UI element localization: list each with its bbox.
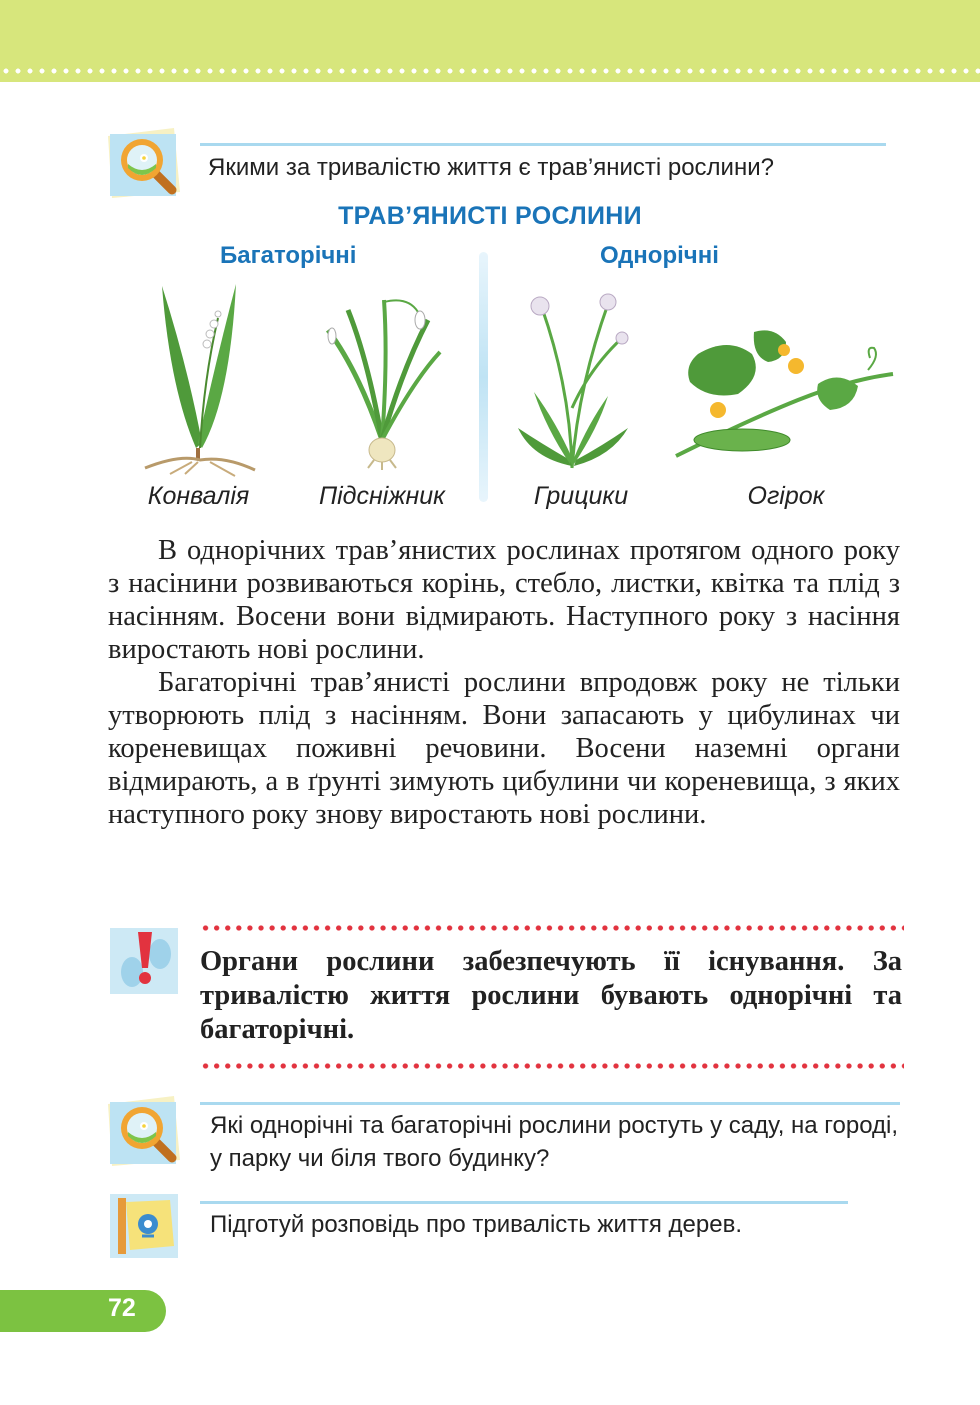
caption-snowdrop: Підсніжник: [319, 482, 445, 510]
paragraph-annual: В однорічних трав’янистих рослинах протягом одного року з насінини розвиваються корінь, стебло, листки, квітка та плід з насінням. Восени вони відмирають. Наступного року з насіння виростають нові рослини.: [108, 535, 900, 665]
question-rule: [200, 1102, 900, 1105]
note-bottom-dots: [200, 1062, 904, 1070]
caption-lily: Конвалія: [147, 482, 250, 510]
subheading-annual: Однорічні: [600, 242, 719, 269]
note-top-dots: [200, 924, 904, 932]
question-text: Якими за тривалістю життя є трав’янисті рослини?: [208, 154, 774, 181]
magnifier-icon: [108, 1096, 182, 1166]
column-divider: [479, 252, 488, 502]
caption-cucumber: Огірок: [747, 482, 825, 510]
question-text-2: Які однорічні та багаторічні рослини ростуть у саду, на городі, у парку чи біля твого будинку?: [210, 1112, 899, 1172]
paragraph-perennial: Багаторічні трав’янисті рослини впродовж року не тільки утворюють плід з насінням. Вони запасають у цибулинах чи кореневищах поживні речовини. Восени наземні органи відмирають, а в ґрунті зимують цибулини чи кореневища, з яких наступного року знову виростають нові рослини.: [108, 667, 900, 830]
key-note: Органи рослини забезпечують її існування. За тривалістю життя рослини бувають однорічні та багаторічні.: [200, 946, 902, 1045]
magnifier-icon: [108, 128, 182, 198]
diagram-title: ТРАВ’ЯНИСТІ РОСЛИНИ: [338, 202, 642, 230]
exclamation-icon: [108, 926, 182, 996]
page-number-tab: [0, 1290, 166, 1332]
body-text: [108, 534, 900, 831]
caption-shepherds-purse: Грицики: [533, 482, 629, 510]
notebook-icon: [108, 1190, 182, 1260]
lily-of-the-valley-illustration: [140, 278, 260, 483]
subheading-perennial: Багаторічні: [220, 242, 357, 269]
top-banner-dots: [0, 68, 980, 74]
task-text: Підготуй розповідь про тривалість життя дерев.: [210, 1211, 743, 1238]
shepherds-purse-illustration: [512, 288, 632, 478]
snowdrop-illustration: [318, 290, 448, 475]
question-rule: [200, 143, 886, 146]
page-number: 72: [108, 1294, 136, 1322]
cucumber-plant-illustration: [668, 330, 903, 475]
task-rule: [200, 1201, 848, 1204]
